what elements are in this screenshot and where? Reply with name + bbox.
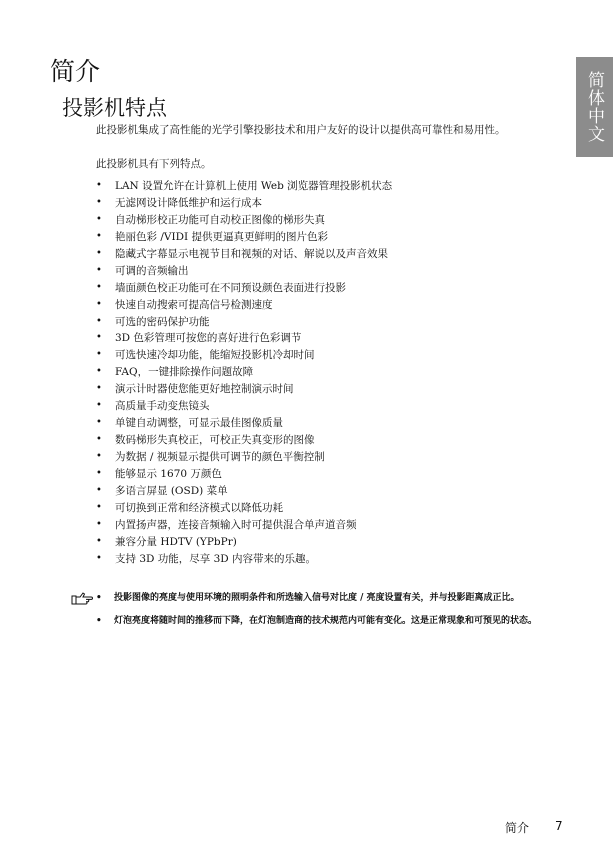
feature-text: 支持 3D 功能，尽享 3D 内容带来的乐趣。 [115, 552, 317, 565]
bullet: • [96, 332, 102, 344]
note-text: 投影图像的亮度与使用环境的照明条件和所选输入信号对比度 / 亮度设置有关，并与投影距离成正比。 [114, 593, 520, 603]
feature-text: 快速自动搜索可提高信号检测速度 [115, 298, 273, 311]
language-side-tab [576, 57, 613, 157]
feature-text: 演示计时器使您能更好地控制演示时间 [115, 383, 294, 396]
bullet: • [96, 467, 102, 479]
feature-item [96, 229, 392, 246]
bullet: • [96, 196, 102, 208]
notes-list [96, 592, 558, 637]
feature-item [96, 347, 392, 364]
feature-text: 为数据 / 视频显示提供可调节的颜色平衡控制 [115, 451, 325, 463]
feature-item [96, 280, 392, 297]
feature-item [96, 364, 392, 381]
feature-text: 可调的音频输出 [115, 264, 189, 277]
bullet: • [96, 615, 102, 626]
feature-item [96, 415, 392, 432]
feature-item [96, 195, 392, 212]
bullet: • [96, 501, 102, 513]
bullet: • [96, 451, 102, 462]
bullet: • [96, 180, 102, 191]
bullet: • [96, 281, 102, 293]
feature-item [96, 330, 392, 347]
bullet: • [96, 366, 102, 378]
feature-text: 高质量手动变焦镜头 [115, 400, 210, 413]
feature-text: 艳丽色彩 /VIDI 提供更逼真更鲜明的图片色彩 [115, 230, 329, 243]
features-intro: 此投影机具有下列特点。 [96, 158, 212, 170]
feature-item [96, 178, 392, 195]
section-title: 投影机特点 [62, 96, 167, 120]
feature-text: 无滤网设计降低维护和运行成本 [115, 196, 262, 209]
feature-text: 3D 色彩管理可按您的喜好进行色彩调节 [115, 332, 302, 345]
feature-list [96, 178, 392, 568]
feature-text: LAN 设置允许在计算机上使用 Web 浏览器管理投影机状态 [115, 180, 393, 192]
feature-item [96, 551, 392, 568]
feature-text: 多语言屏显 (OSD) 菜单 [115, 484, 228, 497]
feature-text: 数码梯形失真校正，可校正失真变形的图像 [115, 434, 315, 447]
feature-text: 隐藏式字幕显示电视节目和视频的对话、解说以及声音效果 [115, 247, 388, 260]
bullet: • [96, 247, 102, 259]
feature-item [96, 449, 392, 466]
bullet: • [96, 484, 102, 496]
footer-section-label: 简介 [505, 821, 530, 835]
bullet: • [96, 434, 102, 446]
bullet: • [96, 417, 102, 429]
note-item [96, 615, 558, 629]
feature-text: 可选快速冷却功能，能缩短投影机冷却时间 [115, 349, 315, 362]
feature-item [96, 381, 392, 398]
bullet: • [96, 552, 102, 564]
page-number: 7 [555, 819, 563, 833]
bullet: • [96, 298, 102, 310]
feature-item [96, 297, 392, 314]
feature-text: 可切换到正常和经济模式以降低功耗 [115, 501, 283, 514]
bullet: • [96, 230, 102, 242]
language-side-tab-label: 简体中文 [584, 71, 604, 143]
feature-item [96, 314, 392, 331]
bullet: • [96, 383, 102, 395]
feature-text: 可选的密码保护功能 [115, 315, 210, 328]
feature-text: 墙面颜色校正功能可在不同预设颜色表面进行投影 [115, 281, 346, 294]
bullet: • [96, 264, 102, 276]
feature-item [96, 500, 392, 517]
bullet: • [96, 518, 102, 530]
chapter-title: 简介 [50, 57, 101, 86]
feature-item [96, 432, 392, 449]
note-hand-icon [71, 591, 93, 606]
feature-text: FAQ，一键排除操作问题故障 [115, 366, 254, 379]
feature-item [96, 398, 392, 415]
bullet: • [96, 535, 102, 547]
bullet: • [96, 349, 102, 361]
note-item [96, 592, 558, 606]
bullet: • [96, 400, 102, 412]
note-text: 灯泡亮度将随时间的推移而下降，在灯泡制造商的技术规范内可能有变化。这是正常现象和可预见的状态。 [114, 615, 538, 626]
feature-item [96, 517, 392, 534]
intro-paragraph: 此投影机集成了高性能的光学引擎投影技术和用户友好的设计以提供高可靠性和易用性。 [96, 124, 506, 136]
feature-item [96, 534, 392, 551]
feature-item [96, 246, 392, 263]
feature-item [96, 483, 392, 500]
feature-item [96, 263, 392, 280]
feature-text: 兼容分量 HDTV (YPbPr) [115, 535, 237, 548]
bullet: • [96, 213, 102, 225]
feature-item [96, 212, 392, 229]
feature-item [96, 466, 392, 483]
bullet: • [96, 593, 102, 603]
feature-text: 内置扬声器，连接音频输入时可提供混合单声道音频 [115, 518, 357, 531]
feature-text: 自动梯形校正功能可自动校正图像的梯形失真 [115, 213, 325, 226]
bullet: • [96, 315, 102, 327]
feature-text: 单键自动调整，可显示最佳图像质量 [115, 417, 283, 430]
feature-text: 能够显示 1670 万颜色 [115, 467, 222, 480]
